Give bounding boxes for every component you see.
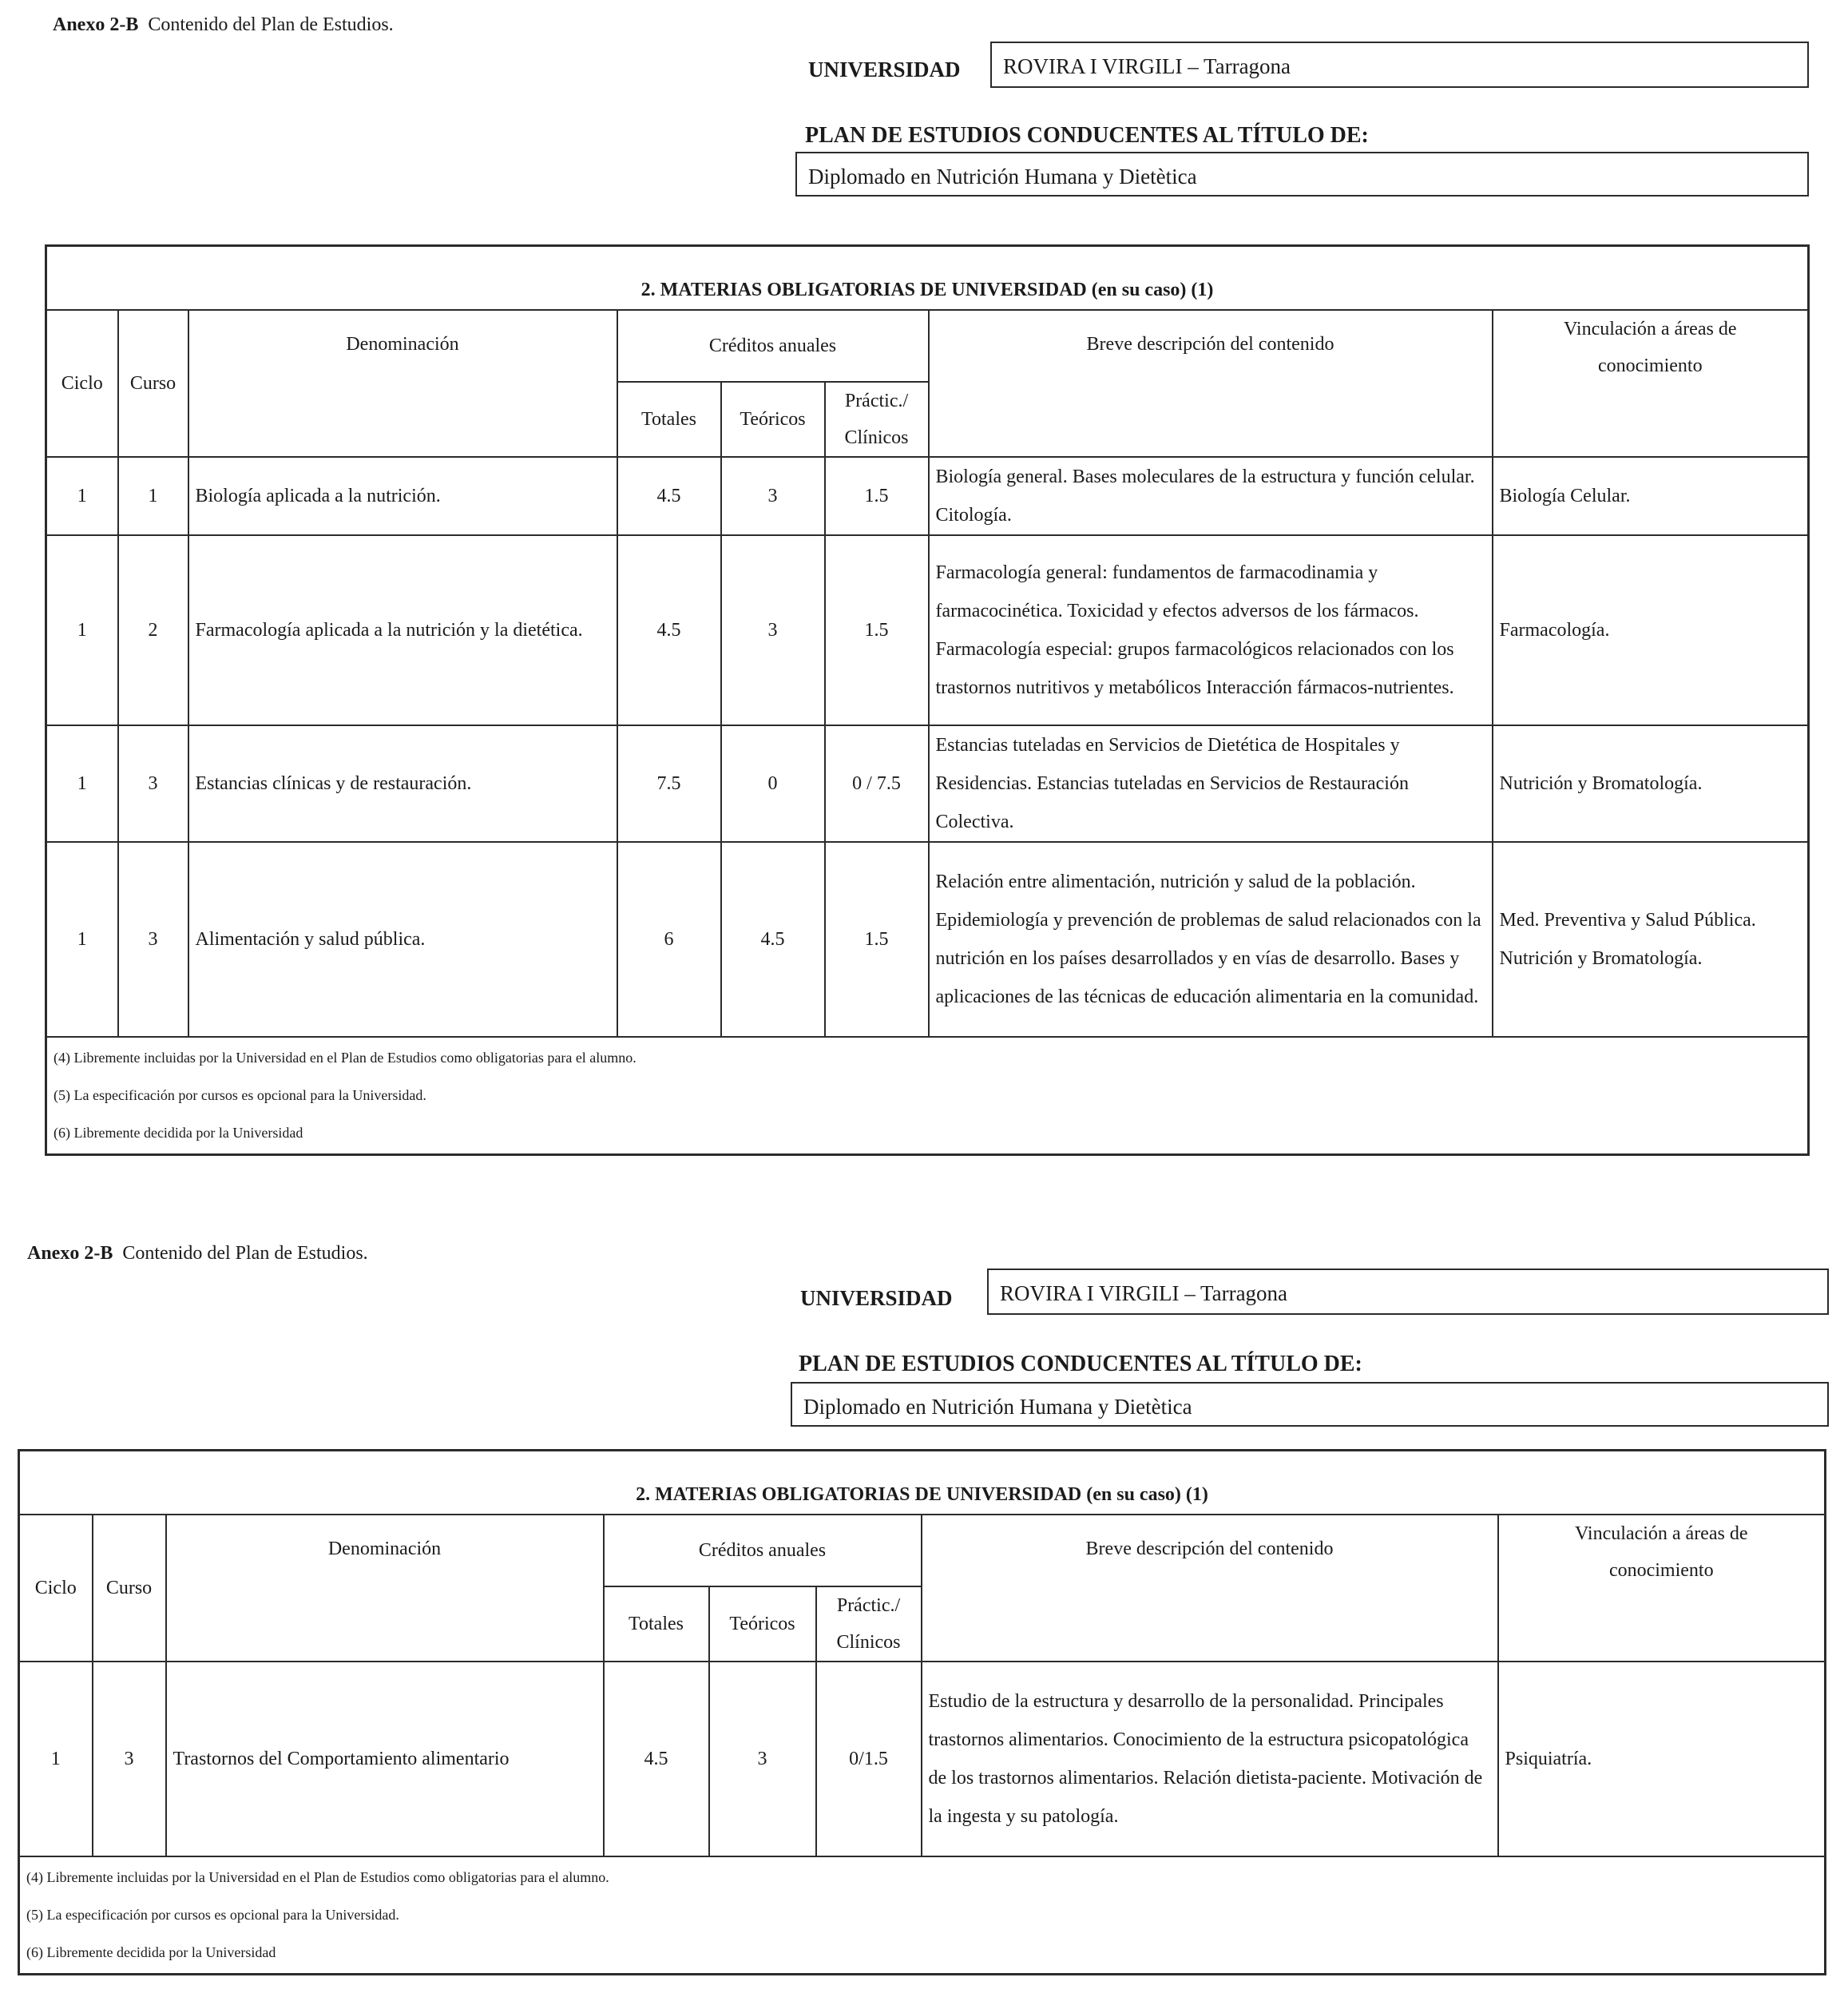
header-practicos-line2: Clínicos: [836, 1631, 901, 1653]
cell-totales: 4.5: [604, 1662, 709, 1856]
university-value: ROVIRA I VIRGILI – Tarragona: [1003, 54, 1291, 78]
header-descripcion: Breve descripción del contenido: [922, 1515, 1498, 1662]
cell-descripcion: Biología general. Bases moleculares de la estructura y función celular. Citología.: [929, 457, 1493, 535]
cell-descripcion: Farmacología general: fundamentos de farmacodinamia y farmacocinética. Toxicidad y efectos adversos de los fármacos. Farmacología especial: grupos farmacológicos relacionados con los trastornos nutritivos y metabólicos Interacción fármacos-nutrientes.: [929, 535, 1493, 725]
cell-denominacion: Biología aplicada a la nutrición.: [188, 457, 617, 535]
university-field: [987, 1269, 1829, 1315]
annex-heading: [53, 14, 394, 36]
university-label: UNIVERSIDAD: [800, 1286, 953, 1310]
annex-label: Anexo 2-B: [53, 14, 139, 35]
annex-text: Contenido del Plan de Estudios.: [122, 1243, 368, 1264]
cell-vinculacion: Med. Preventiva y Salud Pública. Nutrición y Bromatología.: [1493, 842, 1809, 1037]
university-label: UNIVERSIDAD: [808, 58, 961, 81]
cell-descripcion: Relación entre alimentación, nutrición y salud de la población. Epidemiología y prevención de problemas de salud relacionados con la nutrición en los países desarrollados y en vías de desarrollo. Bases y aplicaciones de las técnicas de educación alimentaria en la comunidad.: [929, 842, 1493, 1037]
degree-value: Diplomado en Nutrición Humana y Dietètica: [808, 165, 1197, 189]
header-teoricos: Teóricos: [721, 382, 825, 457]
table-section-title: 2. MATERIAS OBLIGATORIAS DE UNIVERSIDAD (en su caso) (1): [46, 246, 1809, 310]
header-vinculacion-line1: Vinculación a áreas de: [1575, 1523, 1748, 1544]
header-denominacion: Denominación: [166, 1515, 604, 1662]
annex-heading: [27, 1243, 368, 1265]
plan-title: PLAN DE ESTUDIOS CONDUCENTES AL TÍTULO DE:: [799, 1352, 1362, 1376]
cell-vinculacion: Psiquiatría.: [1498, 1662, 1826, 1856]
cell-ciclo: 1: [19, 1662, 93, 1856]
cell-denominacion: Estancias clínicas y de restauración.: [188, 725, 617, 842]
degree-field: [795, 152, 1809, 197]
cell-vinculacion: Farmacología.: [1493, 535, 1809, 725]
header-curso: Curso: [118, 310, 188, 457]
table-row: [46, 457, 1809, 535]
cell-teoricos: 4.5: [721, 842, 825, 1037]
cell-vinculacion: Nutrición y Bromatología.: [1493, 725, 1809, 842]
annex-label: Anexo 2-B: [27, 1243, 113, 1264]
header-ciclo: Ciclo: [46, 310, 118, 457]
header-totales: Totales: [617, 382, 721, 457]
header-vinculacion: [1498, 1515, 1826, 1662]
cell-practicos: 0 / 7.5: [825, 725, 929, 842]
table-notes: [19, 1856, 1826, 1975]
cell-practicos: 1.5: [825, 535, 929, 725]
cell-teoricos: 3: [721, 535, 825, 725]
cell-denominacion: Trastornos del Comportamiento alimentario: [166, 1662, 604, 1856]
university-field: [990, 42, 1809, 88]
cell-curso: 2: [118, 535, 188, 725]
table-section-title: 2. MATERIAS OBLIGATORIAS DE UNIVERSIDAD (en su caso) (1): [19, 1451, 1826, 1515]
header-totales: Totales: [604, 1586, 709, 1662]
note-5: (5) La especificación por cursos es opcional para la Universidad.: [26, 1906, 399, 1923]
cell-curso: 3: [93, 1662, 166, 1856]
note-5: (5) La especificación por cursos es opcional para la Universidad.: [54, 1086, 426, 1103]
cell-totales: 7.5: [617, 725, 721, 842]
header-denominacion: Denominación: [188, 310, 617, 457]
cell-curso: 3: [118, 842, 188, 1037]
header-practicos-line1: Práctic./: [844, 390, 909, 411]
note-4: (4) Libremente incluidas por la Universidad en el Plan de Estudios como obligatorias para el alumno.: [26, 1868, 609, 1885]
cell-totales: 4.5: [617, 535, 721, 725]
subjects-table: [18, 1449, 1826, 1975]
notes-row: [19, 1856, 1826, 1975]
header-creditos: Créditos anuales: [617, 310, 929, 382]
subjects-table: [45, 244, 1810, 1156]
note-6: (6) Libremente decidida por la Universidad: [54, 1124, 303, 1141]
cell-totales: 4.5: [617, 457, 721, 535]
university-value: ROVIRA I VIRGILI – Tarragona: [1000, 1281, 1288, 1305]
header-practicos: [825, 382, 929, 457]
cell-ciclo: 1: [46, 842, 118, 1037]
cell-practicos: 0/1.5: [816, 1662, 922, 1856]
cell-descripcion: Estancias tuteladas en Servicios de Dietética de Hospitales y Residencias. Estancias tuteladas en Servicios de Restauración Colectiva.: [929, 725, 1493, 842]
cell-denominacion: Alimentación y salud pública.: [188, 842, 617, 1037]
header-ciclo: Ciclo: [19, 1515, 93, 1662]
cell-totales: 6: [617, 842, 721, 1037]
table-row: [46, 535, 1809, 725]
header-practicos-line1: Práctic./: [836, 1594, 901, 1616]
cell-curso: 1: [118, 457, 188, 535]
header-vinculacion-line2: conocimiento: [1608, 1559, 1714, 1581]
header-vinculacion-line1: Vinculación a áreas de: [1564, 318, 1737, 339]
notes-row: [46, 1037, 1809, 1155]
cell-vinculacion: Biología Celular.: [1493, 457, 1809, 535]
header-curso: Curso: [93, 1515, 166, 1662]
cell-ciclo: 1: [46, 535, 118, 725]
cell-practicos: 1.5: [825, 842, 929, 1037]
cell-teoricos: 0: [721, 725, 825, 842]
annex-text: Contenido del Plan de Estudios.: [148, 14, 394, 35]
table-row: [46, 842, 1809, 1037]
cell-ciclo: 1: [46, 457, 118, 535]
note-4: (4) Libremente incluidas por la Universidad en el Plan de Estudios como obligatorias para el alumno.: [54, 1049, 636, 1066]
cell-teoricos: 3: [709, 1662, 816, 1856]
degree-value: Diplomado en Nutrición Humana y Dietètica: [803, 1395, 1192, 1419]
cell-practicos: 1.5: [825, 457, 929, 535]
cell-teoricos: 3: [721, 457, 825, 535]
cell-ciclo: 1: [46, 725, 118, 842]
header-practicos: [816, 1586, 922, 1662]
cell-descripcion: Estudio de la estructura y desarrollo de la personalidad. Principales trastornos alimentarios. Conocimiento de la estructura psicopatológica de los trastornos alimentarios. Relación dietista-paciente. Motivación de la ingesta y su patología.: [922, 1662, 1498, 1856]
table-notes: [46, 1037, 1809, 1155]
header-vinculacion-line2: conocimiento: [1597, 355, 1703, 376]
header-teoricos: Teóricos: [709, 1586, 816, 1662]
plan-title: PLAN DE ESTUDIOS CONDUCENTES AL TÍTULO DE:: [805, 123, 1369, 148]
header-descripcion: Breve descripción del contenido: [929, 310, 1493, 457]
header-creditos: Créditos anuales: [604, 1515, 922, 1586]
table-row: [46, 725, 1809, 842]
table-row: [19, 1662, 1826, 1856]
note-6: (6) Libremente decidida por la Universidad: [26, 1943, 276, 1960]
header-practicos-line2: Clínicos: [844, 427, 909, 448]
cell-curso: 3: [118, 725, 188, 842]
degree-field: [791, 1382, 1829, 1427]
cell-denominacion: Farmacología aplicada a la nutrición y la dietética.: [188, 535, 617, 725]
header-vinculacion: [1493, 310, 1809, 457]
